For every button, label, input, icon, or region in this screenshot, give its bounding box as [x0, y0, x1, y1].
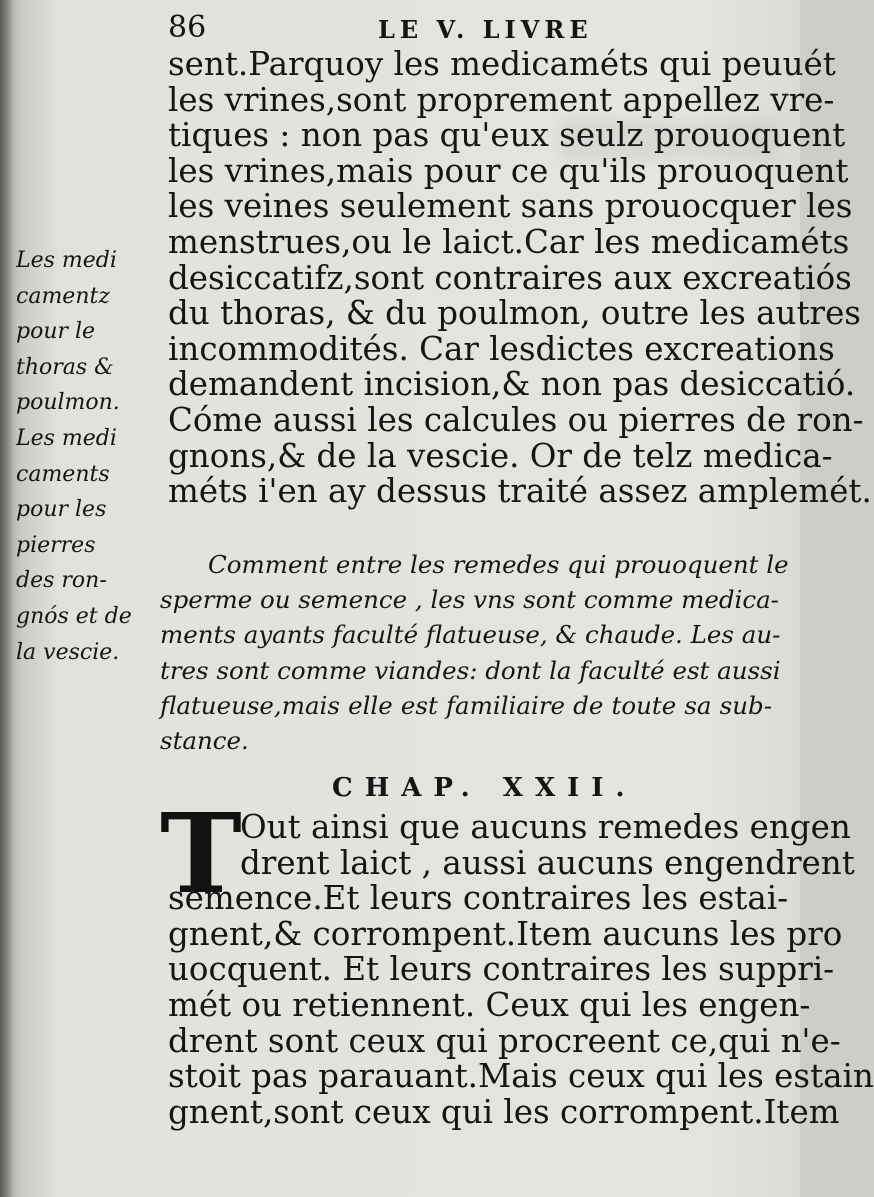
text-line: du thoras, & du poulmon, outre les autres	[168, 294, 861, 333]
text-line: Cóme aussi les calcules ou pierres de ron-	[168, 400, 864, 439]
text-line: menstrues,ou le laict.Car les medicaméts	[168, 222, 850, 261]
margin-note-line: camentz	[16, 283, 110, 309]
margin-note-line: caments	[16, 461, 110, 487]
chapter-summary	[160, 547, 789, 758]
running-head: LE V. LIVRE	[378, 15, 593, 44]
text-line: mét ou retiennent. Ceux qui les engen-	[168, 985, 811, 1024]
margin-note-line: thoras &	[16, 354, 114, 380]
text-line: gnons,& de la vescie. Or de telz medica-	[168, 436, 833, 475]
text-line: les veines seulement sans prouocquer les	[168, 187, 853, 226]
chapter-heading: CHAP. XXII.	[332, 773, 637, 803]
text-line: drent sont ceux qui procreent ce,qui n'e-	[168, 1021, 841, 1060]
paragraph-1	[168, 45, 872, 511]
drop-cap: T	[160, 789, 242, 918]
text-line: stoit pas parauant.Mais ceux qui les estain	[168, 1057, 874, 1096]
summary-line: flatueuse,mais elle est familiaire de toute sa sub-	[160, 690, 772, 720]
text-line: sent.Parquoy les medicaméts qui peuuét	[168, 45, 836, 83]
page-number: 86	[168, 10, 207, 45]
page-header	[0, 8, 800, 48]
margin-note-line: pour le	[16, 319, 96, 345]
text-line: drent laict , aussi aucuns engendrent	[240, 843, 855, 882]
text-line: incommodités. Car lesdictes excreations	[168, 329, 835, 368]
margin-note-line: pierres	[16, 532, 96, 558]
text-line: desiccatifz,sont contraires aux excreatiós	[168, 258, 852, 297]
margin-note-line: des ron-	[16, 568, 107, 594]
summary-line: tres sont comme viandes: dont la faculté est aussi	[160, 655, 781, 685]
text-line: gnent,sont ceux qui les corrompent.Item	[168, 1092, 840, 1131]
text-line: demandent incision,& non pas desiccatió.	[168, 365, 856, 404]
chapter-text	[168, 808, 874, 1131]
margin-note-line: Les medi	[16, 425, 117, 451]
text-line: méts i'en ay dessus traité assez amplemét.	[168, 472, 872, 511]
gutter-shadow	[0, 0, 14, 1197]
margin-note-line: pour les	[16, 497, 107, 523]
text-line: les vrines,mais pour ce qu'ils prouoquent	[168, 151, 849, 190]
margin-note-line: gnós et de	[16, 603, 132, 629]
text-line: semence.Et leurs contraires les estai-	[168, 879, 789, 918]
summary-line: sperme ou semence , les vns sont comme medica-	[160, 585, 779, 615]
summary-line: ments ayants faculté flatueuse, & chaude. Les au-	[160, 620, 781, 650]
text-line: gnent,& corrompent.Item aucuns les pro	[168, 914, 843, 953]
margin-note-line: poulmon.	[16, 390, 120, 416]
margin-notes	[16, 243, 160, 670]
summary-line: Comment entre les remedes qui prouoquent le	[208, 550, 789, 579]
summary-line: stance.	[160, 726, 249, 756]
margin-note-line: Les medi	[16, 248, 117, 273]
margin-note-line: la vescie.	[16, 639, 120, 665]
text-line: les vrines,sont proprement appellez vre-	[168, 80, 835, 119]
text-line: Out ainsi que aucuns remedes engen	[240, 808, 851, 846]
text-line: uocquent. Et leurs contraires les suppri-	[168, 950, 835, 989]
text-line: tiques : non pas qu'eux seulz prouoquent	[168, 116, 846, 155]
